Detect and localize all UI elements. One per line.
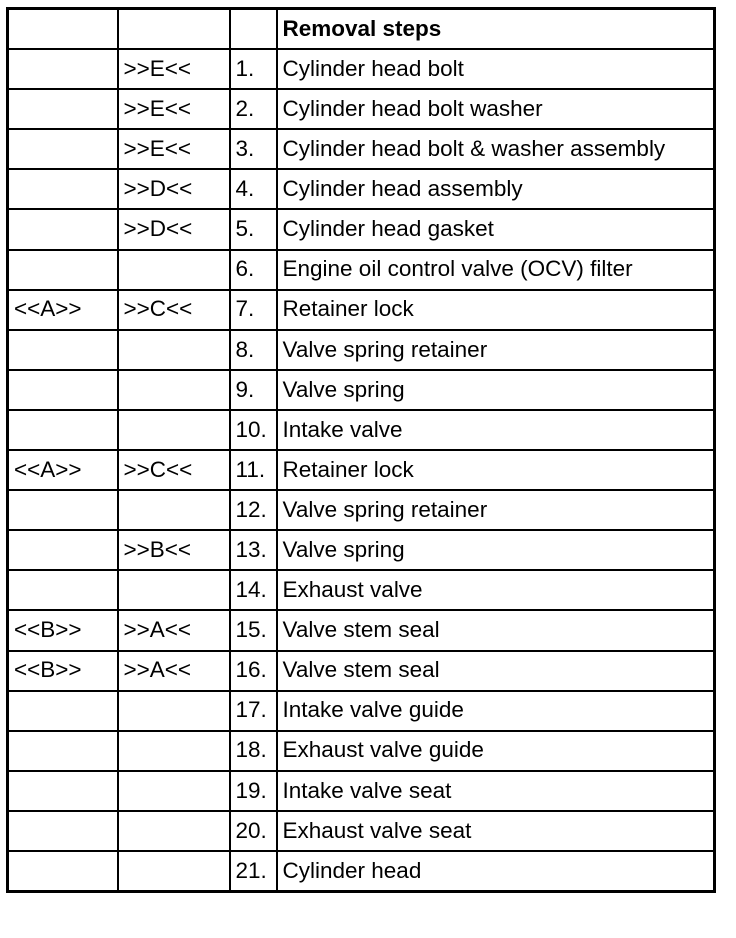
ref-a-cell [8, 851, 118, 892]
ref-a-cell: <<A>> [8, 450, 118, 490]
ref-b-cell [118, 771, 230, 811]
step-number: 5. [230, 209, 277, 249]
ref-b-cell [118, 410, 230, 450]
step-number: 14. [230, 570, 277, 610]
ref-b-cell [118, 330, 230, 370]
table-row [8, 851, 715, 892]
ref-b-cell: >>D<< [118, 169, 230, 209]
step-name: Retainer lock [277, 290, 715, 330]
table-row [8, 49, 715, 89]
table-row [8, 129, 715, 169]
table-row [8, 771, 715, 811]
step-number: 7. [230, 290, 277, 330]
ref-a-cell [8, 731, 118, 771]
ref-a-cell: <<A>> [8, 290, 118, 330]
step-number: 21. [230, 851, 277, 892]
removal-steps-table [6, 7, 716, 893]
step-number: 16. [230, 651, 277, 691]
step-number: 18. [230, 731, 277, 771]
step-number: 4. [230, 169, 277, 209]
ref-b-cell [118, 851, 230, 892]
step-number: 20. [230, 811, 277, 851]
ref-a-cell [8, 129, 118, 169]
ref-a-cell [8, 811, 118, 851]
ref-b-cell [118, 691, 230, 731]
table-row [8, 530, 715, 570]
ref-b-cell: >>D<< [118, 209, 230, 249]
step-number: 11. [230, 450, 277, 490]
ref-a-cell [8, 771, 118, 811]
step-number: 19. [230, 771, 277, 811]
table-row [8, 811, 715, 851]
ref-b-cell [118, 811, 230, 851]
step-name: Intake valve [277, 410, 715, 450]
ref-a-cell [8, 49, 118, 89]
step-name: Valve spring retainer [277, 330, 715, 370]
step-name: Intake valve seat [277, 771, 715, 811]
table-row [8, 209, 715, 249]
header-cell-col3 [230, 9, 277, 50]
ref-b-cell: >>B<< [118, 530, 230, 570]
table-row [8, 691, 715, 731]
step-number: 8. [230, 330, 277, 370]
ref-b-cell: >>C<< [118, 450, 230, 490]
step-number: 9. [230, 370, 277, 410]
ref-b-cell: >>E<< [118, 89, 230, 129]
ref-b-cell: >>A<< [118, 610, 230, 650]
ref-a-cell [8, 330, 118, 370]
table-row [8, 490, 715, 530]
table-row [8, 610, 715, 650]
table-row [8, 370, 715, 410]
step-name: Cylinder head bolt & washer assembly [277, 129, 715, 169]
header-title: Removal steps [277, 9, 715, 50]
table-row [8, 290, 715, 330]
ref-a-cell [8, 89, 118, 129]
step-name: Valve spring [277, 530, 715, 570]
ref-a-cell [8, 691, 118, 731]
table-row [8, 330, 715, 370]
ref-b-cell [118, 250, 230, 290]
step-number: 13. [230, 530, 277, 570]
header-cell-col1 [8, 9, 118, 50]
step-number: 6. [230, 250, 277, 290]
step-name: Exhaust valve guide [277, 731, 715, 771]
ref-a-cell [8, 250, 118, 290]
table-row [8, 89, 715, 129]
step-number: 1. [230, 49, 277, 89]
step-number: 12. [230, 490, 277, 530]
step-name: Cylinder head assembly [277, 169, 715, 209]
table-row [8, 570, 715, 610]
ref-b-cell: >>E<< [118, 129, 230, 169]
ref-a-cell [8, 169, 118, 209]
ref-a-cell [8, 209, 118, 249]
ref-b-cell [118, 490, 230, 530]
step-number: 17. [230, 691, 277, 731]
ref-b-cell [118, 370, 230, 410]
table-row [8, 450, 715, 490]
header-row [8, 9, 715, 50]
table-row [8, 169, 715, 209]
ref-a-cell [8, 530, 118, 570]
table-body [8, 9, 715, 892]
step-name: Engine oil control valve (OCV) filter [277, 250, 715, 290]
ref-b-cell: >>A<< [118, 651, 230, 691]
step-name: Exhaust valve [277, 570, 715, 610]
step-name: Cylinder head bolt [277, 49, 715, 89]
step-name: Valve stem seal [277, 610, 715, 650]
step-name: Cylinder head [277, 851, 715, 892]
step-name: Valve spring retainer [277, 490, 715, 530]
table-row [8, 731, 715, 771]
ref-a-cell [8, 370, 118, 410]
ref-a-cell [8, 410, 118, 450]
ref-a-cell [8, 490, 118, 530]
step-name: Intake valve guide [277, 691, 715, 731]
step-name: Cylinder head gasket [277, 209, 715, 249]
ref-b-cell [118, 731, 230, 771]
step-name: Cylinder head bolt washer [277, 89, 715, 129]
ref-b-cell: >>E<< [118, 49, 230, 89]
step-name: Valve spring [277, 370, 715, 410]
ref-a-cell: <<B>> [8, 651, 118, 691]
ref-b-cell: >>C<< [118, 290, 230, 330]
ref-a-cell: <<B>> [8, 610, 118, 650]
table-row [8, 410, 715, 450]
step-number: 15. [230, 610, 277, 650]
table-row [8, 651, 715, 691]
ref-b-cell [118, 570, 230, 610]
header-cell-col2 [118, 9, 230, 50]
step-name: Retainer lock [277, 450, 715, 490]
step-number: 10. [230, 410, 277, 450]
step-name: Valve stem seal [277, 651, 715, 691]
step-number: 3. [230, 129, 277, 169]
step-number: 2. [230, 89, 277, 129]
ref-a-cell [8, 570, 118, 610]
table-row [8, 250, 715, 290]
step-name: Exhaust valve seat [277, 811, 715, 851]
